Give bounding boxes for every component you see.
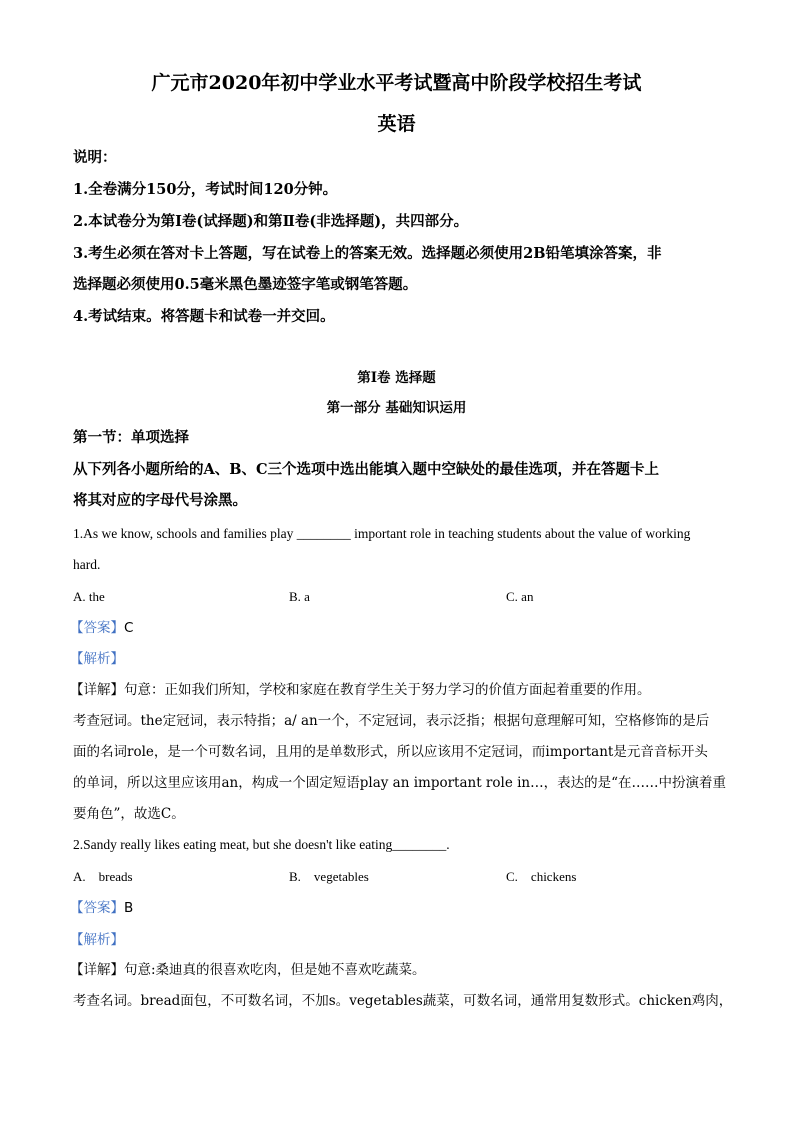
instruction-line: 将其对应的字母代号涂黑。 [73,492,247,509]
detail-line: 【详解】句意:桑迪真的很喜欢吃肉，但是她不喜欢吃蔬菜。 [70,962,426,978]
detail-line: 考查名词。bread面包，不可数名词，不加s。vegetables蔬菜，可数名词，通常用复数形式。chicken鸡肉， [73,993,733,1009]
detail-line: 【详解】句意：正如我们所知，学校和家庭在教育学生关于努力学习的价值方面起着重要的作用。 [70,682,651,698]
detail-line: 的单词，所以这里应该用an，构成一个固定短语play an important role in…，表达的是“在……中扮演着重 [73,775,727,791]
detail-line: 考查冠词。the定冠词，表示特指；a/ an一个，不定冠词，表示泛指；根据句意理解可知，空格修饰的是后 [73,713,710,729]
notes-heading: 说明： [73,149,117,166]
option-a: A. breads [73,869,133,884]
note-item: 选择题必须使用0.5毫米黑色墨迹签字笔或钢笔答题。 [73,276,418,293]
option-c: C. an [506,589,534,604]
detail-line: 面的名词role，是一个可数名词，且用的是单数形式，所以应该用不定冠词，而important是元音音标开头 [73,744,708,760]
note-item: 4.考试结束。将答题卡和试卷一并交回。 [73,308,335,325]
part-heading: 第一部分 基础知识运用 [326,400,467,416]
note-item: 3.考生必须在答对卡上答题，写在试卷上的答案无效。选择题必须使用2B铅笔填涂答案，非 [73,245,662,262]
option-b: B. a [289,589,310,604]
question-stem: hard. [73,557,101,572]
note-item: 1.全卷满分150分，考试时间120分钟。 [73,181,338,198]
subsection-heading: 第一节：单项选择 [73,429,189,446]
answer-line [70,618,133,638]
volume-heading: 第I卷 选择题 [357,370,436,386]
note-item: 2.本试卷分为第I卷(试择题)和第Ⅱ卷(非选择题)，共四部分。 [73,213,469,230]
answer-value: C [124,620,134,636]
instruction-line: 从下列各小题所给的A、B、C三个选项中选出能填入题中空缺处的最佳选项，并在答题卡上 [73,461,660,478]
answer-line [70,898,133,918]
answer-label: 【答案】 [70,620,124,636]
analysis-label: 【解析】 [70,932,124,948]
option-c: C. chickens [506,869,577,884]
answer-label: 【答案】 [70,900,124,916]
option-b: B. vegetables [289,869,369,884]
question-stem: 2.Sandy really likes eating meat, but she doesn't like eating________. [73,837,450,852]
subject-title: 英语 [377,113,416,135]
analysis-label: 【解析】 [70,651,124,667]
option-a: A. the [73,589,105,604]
question-stem: 1.As we know, schools and families play ________ important role in teaching students about the value of working [73,526,691,541]
document-title: 广元市2020年初中学业水平考试暨高中阶段学校招生考试 [151,72,642,94]
detail-line: 要角色”，故选C。 [73,806,185,822]
answer-value: B [124,900,134,916]
